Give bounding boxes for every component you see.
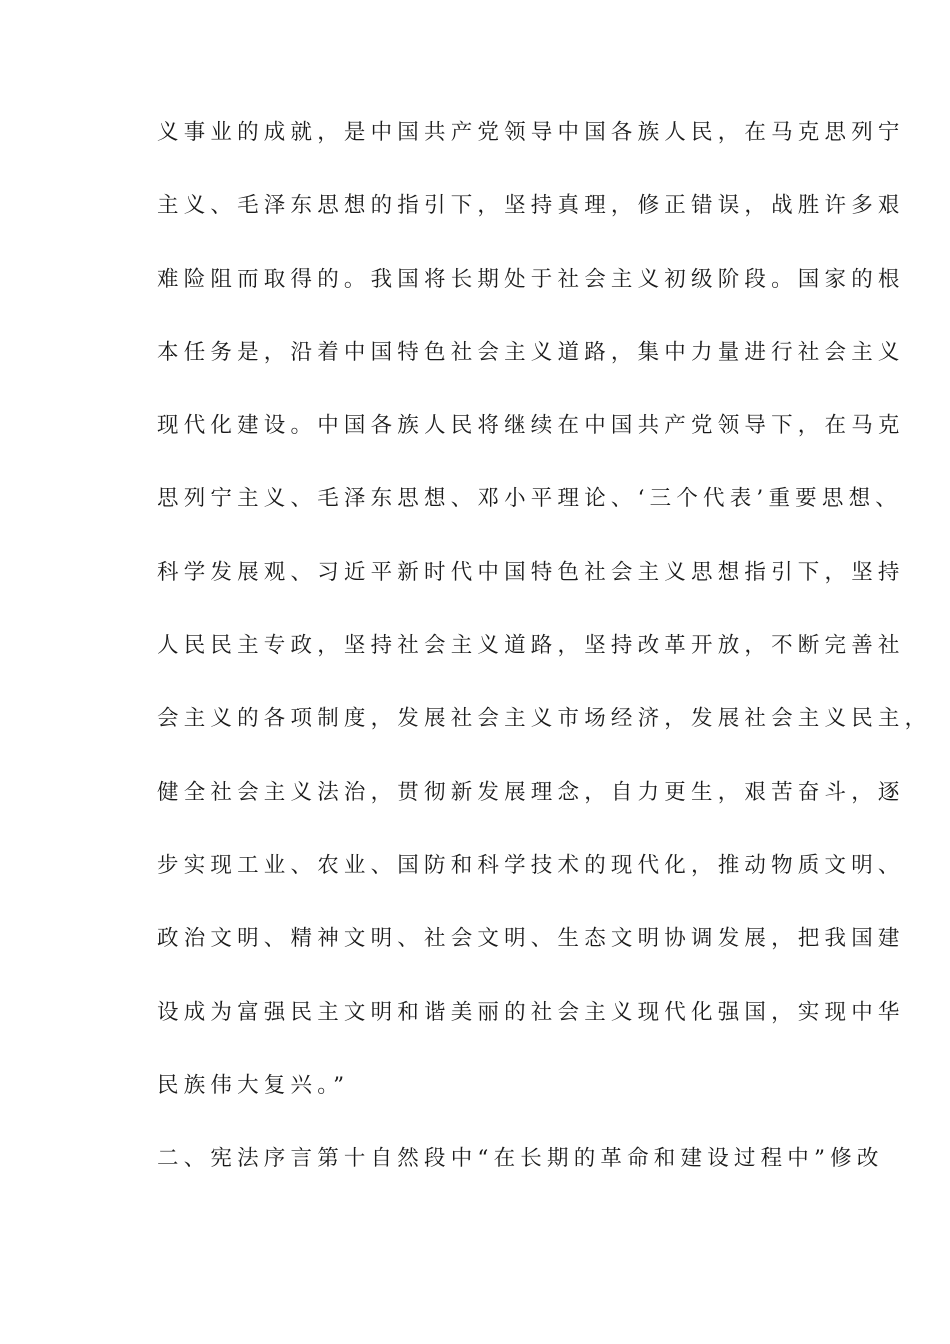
text-line: 思列宁主义、毛泽东思想、邓小平理论、‘三个代表’重要思想、 — [157, 486, 902, 512]
text-line: 会主义的各项制度，发展社会主义市场经济，发展社会主义民主， — [157, 706, 932, 732]
section-heading-line: 二、宪法序言第十自然段中“在长期的革命和建设过程中”修改 — [157, 1146, 884, 1172]
text-line: 主义、毛泽东思想的指引下，坚持真理，修正错误，战胜许多艰 — [157, 193, 905, 219]
text-line: 设成为富强民主文明和谐美丽的社会主义现代化强国，实现中华 — [157, 999, 905, 1025]
text-line: 健全社会主义法治，贯彻新发展理念，自力更生，艰苦奋斗，逐 — [157, 779, 905, 805]
text-line: 义事业的成就，是中国共产党领导中国各族人民，在马克思列宁 — [157, 120, 905, 145]
text-line: 难险阻而取得的。我国将长期处于社会主义初级阶段。国家的根 — [157, 266, 905, 292]
text-line: 政治文明、精神文明、社会文明、生态文明协调发展，把我国建 — [157, 926, 905, 952]
text-line: 步实现工业、农业、国防和科学技术的现代化，推动物质文明、 — [157, 852, 905, 878]
text-line: 民族伟大复兴。” — [157, 1072, 350, 1098]
text-line: 科学发展观、习近平新时代中国特色社会主义思想指引下，坚持 — [157, 559, 905, 585]
text-line: 现代化建设。中国各族人民将继续在中国共产党领导下，在马克 — [157, 413, 905, 439]
text-line: 本任务是，沿着中国特色社会主义道路，集中力量进行社会主义 — [157, 339, 905, 365]
document-body — [157, 113, 932, 1212]
text-line: 人民民主专政，坚持社会主义道路，坚持改革开放，不断完善社 — [157, 633, 905, 659]
